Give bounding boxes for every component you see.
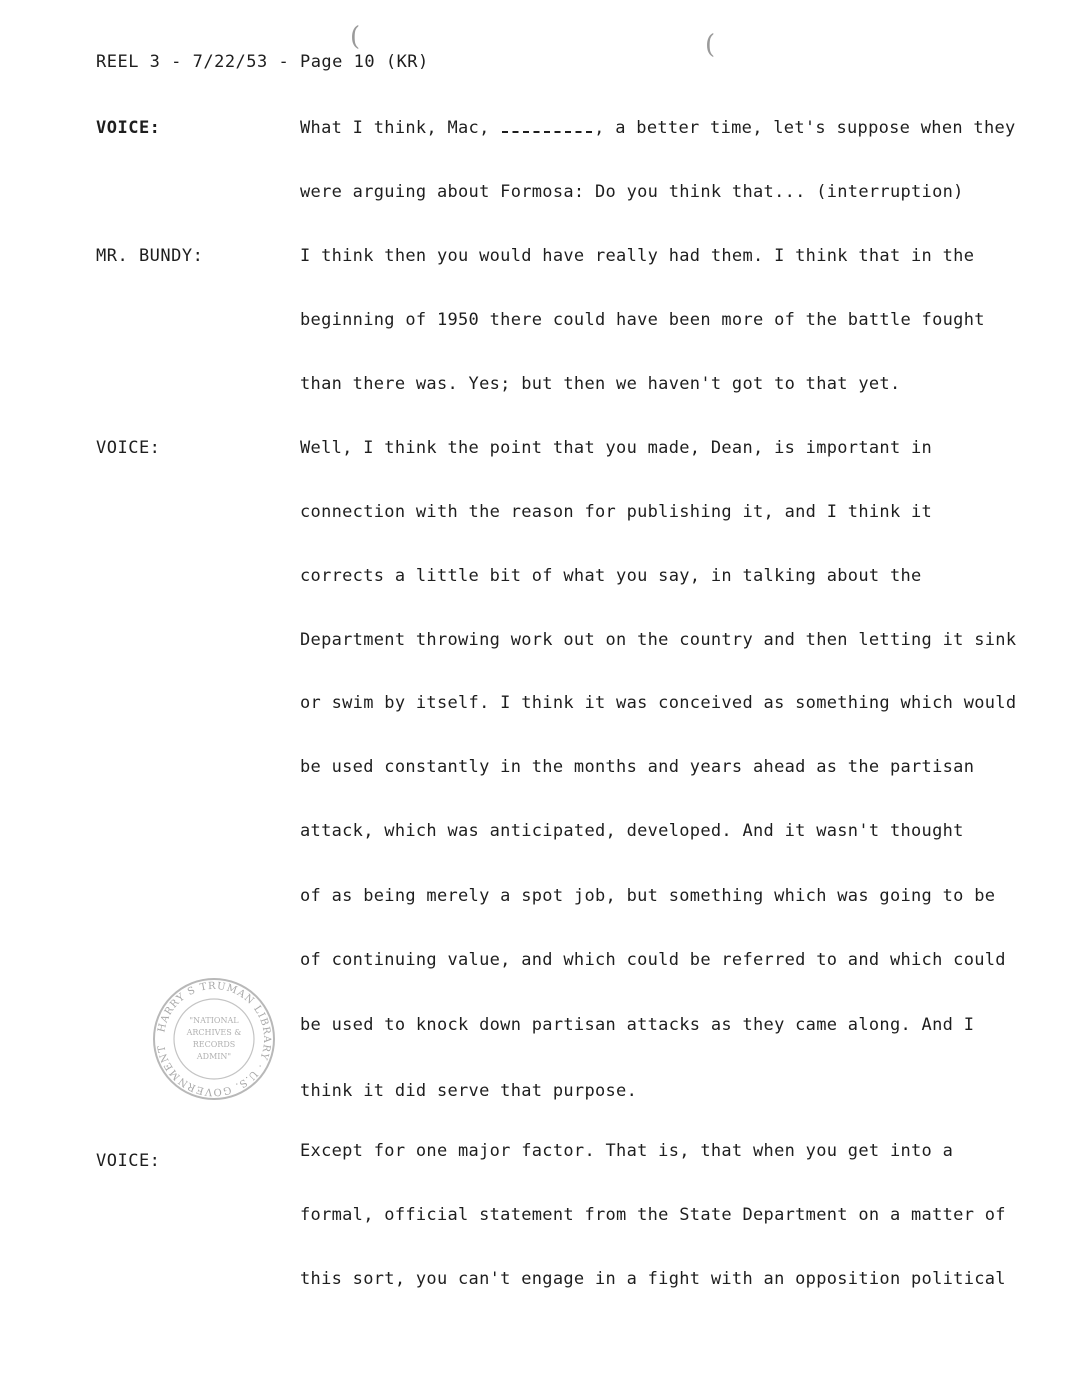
transcript-line: Except for one major factor. That is, that when you get into a <box>300 1141 954 1161</box>
archive-stamp <box>150 975 278 1103</box>
stamp-center-text: "NATIONAL <box>189 1016 239 1025</box>
speaker-label: VOICE: <box>96 118 161 138</box>
transcript-line: be used constantly in the months and years ahead as the partisan <box>300 757 975 777</box>
stamp-center-text: RECORDS <box>192 1040 236 1049</box>
page-header: REEL 3 - 7/22/53 - Page 10 (KR) <box>96 52 429 72</box>
transcript-line: think it did serve that purpose. <box>300 1081 638 1101</box>
pencil-mark: ( <box>705 30 716 60</box>
blank-underline <box>502 119 592 133</box>
speaker-label: VOICE: <box>96 438 161 458</box>
stamp-center-text: ADMIN" <box>196 1052 232 1061</box>
transcript-line: this sort, you can't engage in a fight with an opposition political <box>300 1269 1006 1289</box>
transcript-line: corrects a little bit of what you say, in talking about the <box>300 566 922 586</box>
transcript-line <box>300 118 1016 138</box>
transcript-line: beginning of 1950 there could have been more of the battle fought <box>300 310 985 330</box>
transcript-line: of continuing value, and which could be referred to and which could <box>300 950 1006 970</box>
transcript-line: Department throwing work out on the country and then letting it sink <box>300 630 1017 650</box>
transcript-line: or swim by itself. I think it was conceived as something which would <box>300 693 1017 713</box>
speaker-label: VOICE: <box>96 1151 161 1171</box>
transcript-line: I think then you would have really had them. I think that in the <box>300 246 975 266</box>
transcript-line: were arguing about Formosa: Do you think that... (interruption) <box>300 182 964 202</box>
stamp-ring-text: HARRY S TRUMAN LIBRARY · U.S. GOVERNMENT <box>156 980 273 1098</box>
transcript-line: than there was. Yes; but then we haven't got to that yet. <box>300 374 901 394</box>
transcript-text: What I think, Mac, <box>300 118 501 138</box>
transcript-text: , a better time, let's suppose when they <box>594 118 1016 138</box>
transcript-line: of as being merely a spot job, but something which was going to be <box>300 886 996 906</box>
transcript-line: attack, which was anticipated, developed. And it wasn't thought <box>300 821 964 841</box>
transcript-line: be used to knock down partisan attacks as they came along. And I <box>300 1015 975 1035</box>
transcript-line: Well, I think the point that you made, Dean, is important in <box>300 438 933 458</box>
pencil-mark: ( <box>350 22 361 52</box>
speaker-label: MR. BUNDY: <box>96 246 204 266</box>
transcript-line: connection with the reason for publishing it, and I think it <box>300 502 933 522</box>
stamp-center-text: ARCHIVES & <box>186 1028 242 1037</box>
transcript-line: formal, official statement from the State Department on a matter of <box>300 1205 1006 1225</box>
